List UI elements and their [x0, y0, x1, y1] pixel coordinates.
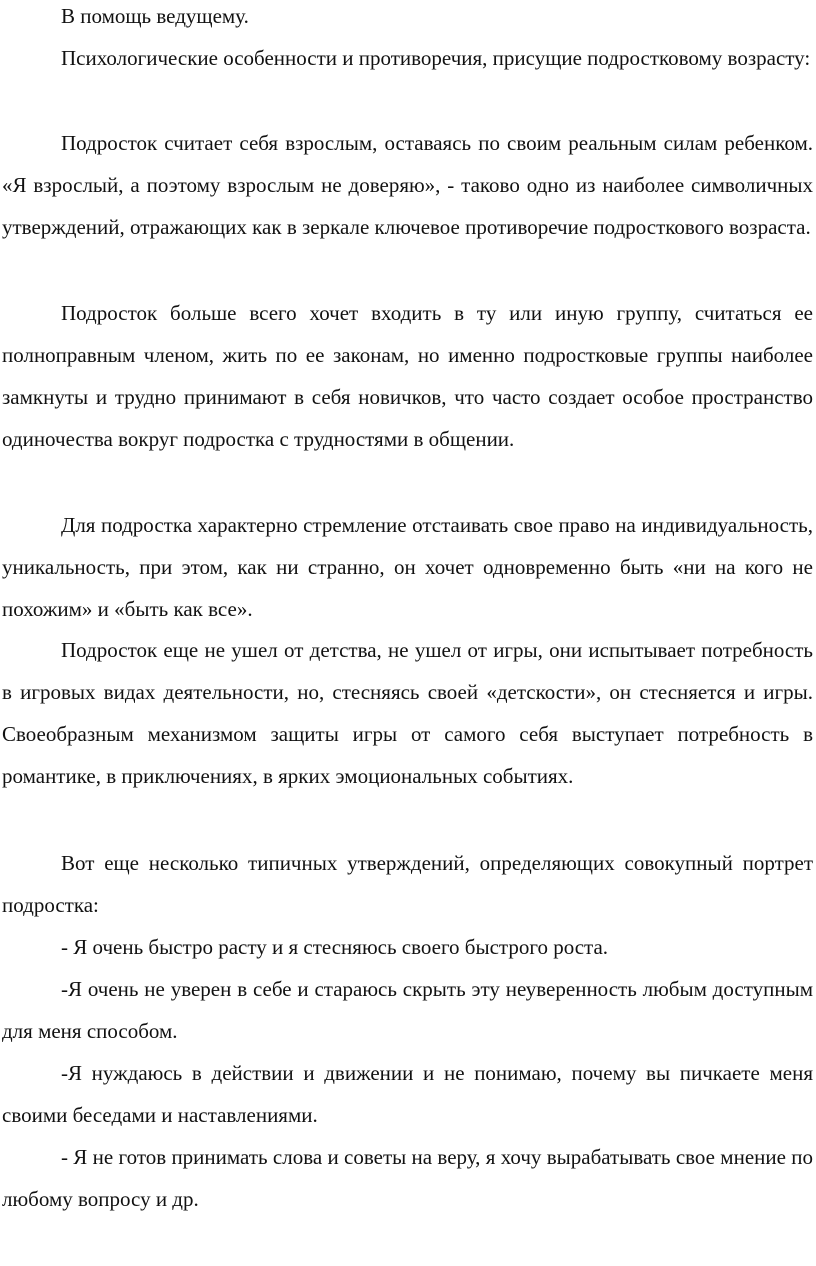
- paragraph-childhood-play: Подросток еще не ушел от детства, не ушел от игры, они испытывает потребность в игровых видах деятельности, но, стесняясь своей «детскости», он стесняется и игры. Своеобразным механизмом защиты игры от самого себя выступает потребность в романтике, в приключениях, в ярких эмоциональных событиях.: [2, 638, 813, 788]
- paragraph-adult-contradiction: Подросток считает себя взрослым, оставаясь по своим реальным силам ребенком. «Я взрослый, а поэтому взрослым не доверяю», - таково одно из наиболее символичных утверждений, отражающих как в зеркале ключевое противоречие подросткового возраста.: [2, 131, 813, 239]
- document-heading: В помощь ведущему.: [61, 4, 249, 28]
- paragraph-individuality: Для подростка характерно стремление отстаивать свое право на индивидуальность, уникальность, при этом, как ни странно, он хочет одновременно быть «ни на кого не похожим» и «быть как все».: [2, 513, 813, 621]
- statement-growth: - Я очень быстро расту и я стесняюсь своего быстрого роста.: [61, 935, 609, 959]
- paragraph-group-belonging: Подросток больше всего хочет входить в ту или иную группу, считаться ее полноправным членом, жить по ее законам, но именно подростковые группы наиболее замкнуты и трудно принимают в себя новичков, что часто создает особое пространство одиночества вокруг подростка с трудностями в общении.: [2, 301, 813, 451]
- statement-uncertainty: -Я очень не уверен в себе и стараюсь скрыть эту неуверенность любым доступным для меня способом.: [2, 977, 813, 1043]
- paragraph-intro: Психологические особенности и противоречия, присущие подростковому возрасту:: [61, 46, 811, 70]
- statement-action: -Я нуждаюсь в действии и движении и не понимаю, почему вы пичкаете меня своими беседами и наставлениями.: [2, 1061, 813, 1127]
- paragraph-portrait-intro: Вот еще несколько типичных утверждений, определяющих совокупный портрет подростка:: [2, 851, 813, 917]
- statement-own-opinion: - Я не готов принимать слова и советы на веру, я хочу вырабатывать свое мнение по любому вопросу и др.: [2, 1145, 813, 1211]
